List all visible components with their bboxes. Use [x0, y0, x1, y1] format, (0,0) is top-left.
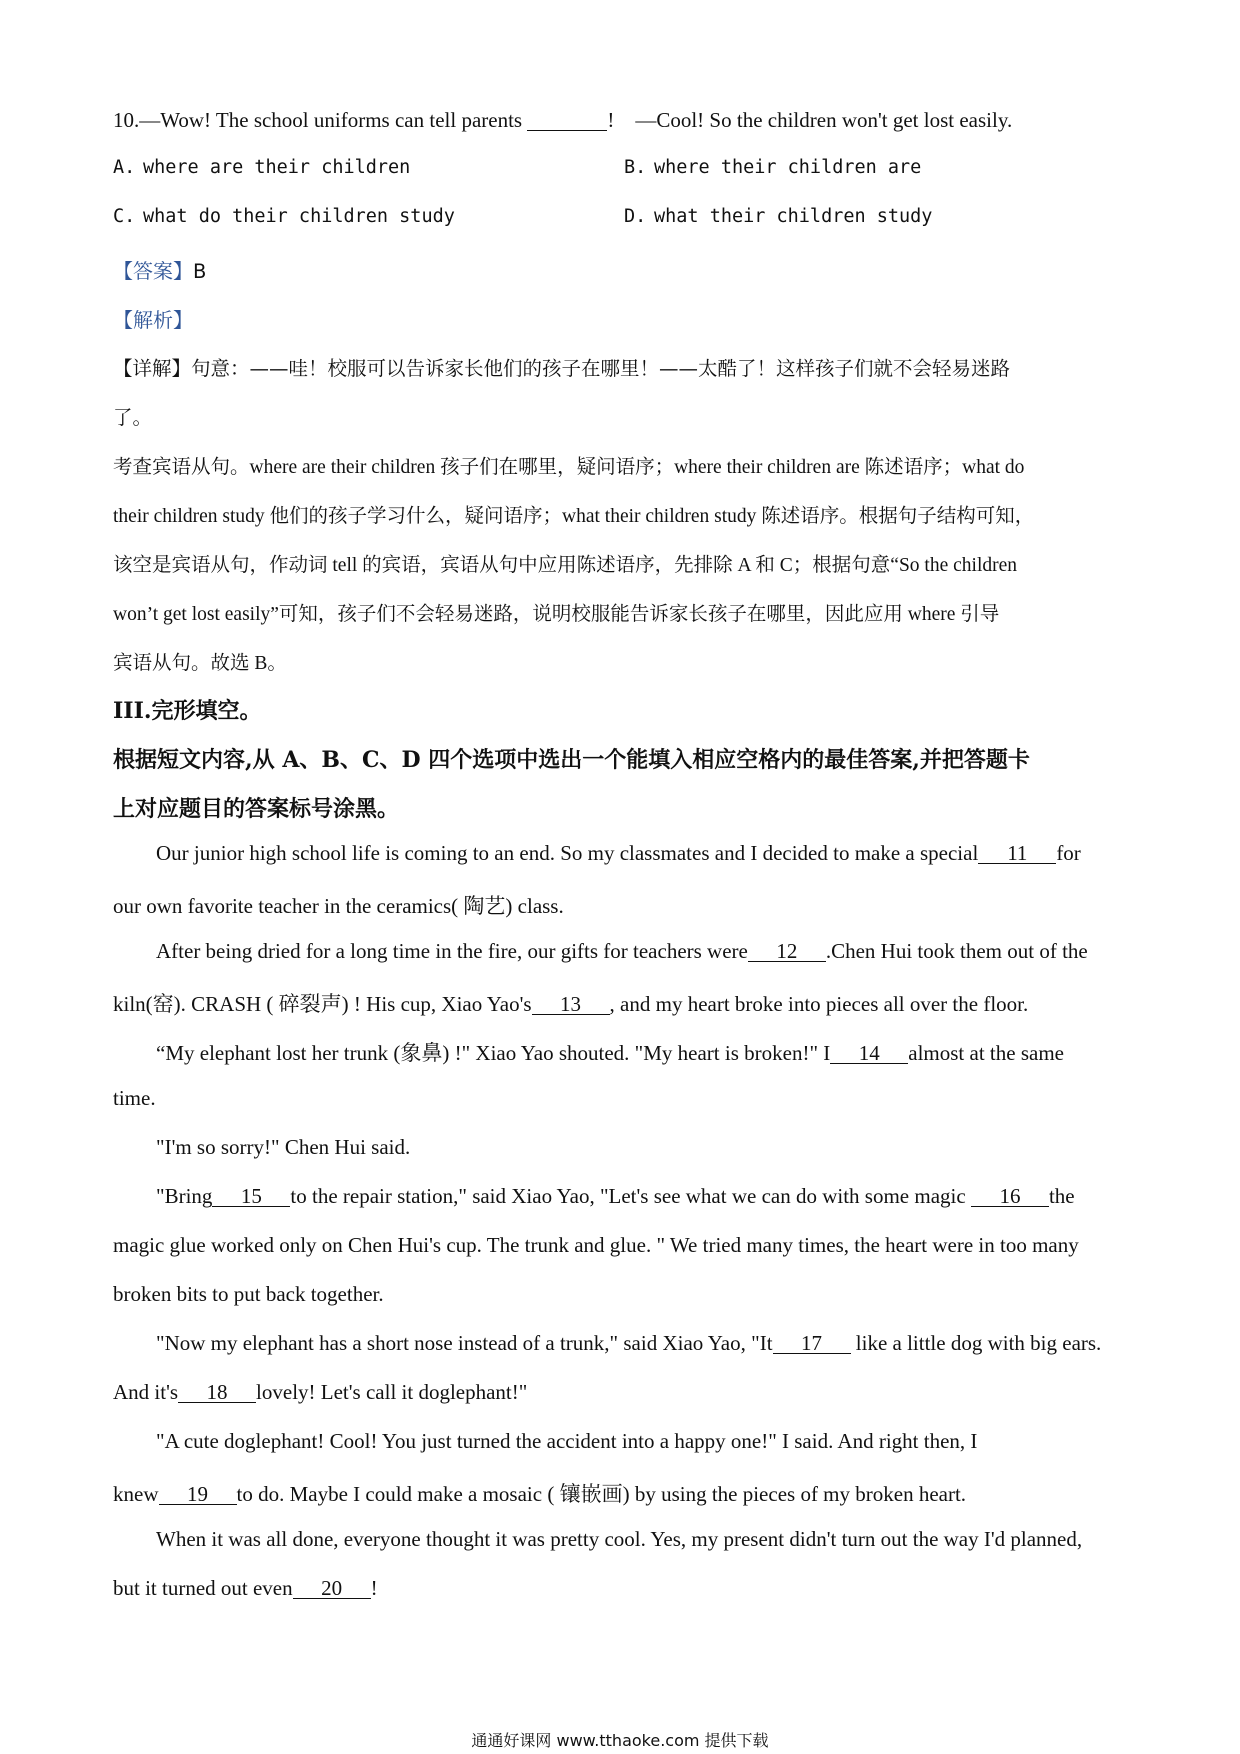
option-b-letter: B.: [624, 157, 647, 178]
analysis-label: 【解析】: [113, 308, 193, 332]
p3-text-a: “My elephant lost her trunk (象鼻) !" Xiao Yao shouted. "My heart is broken!" I: [156, 1041, 831, 1065]
q10-stem-part2: !: [607, 108, 615, 132]
explain-line-2: their children study 他们的孩子学习什么，疑问语序；what their children study 陈述语序。根据句子结构可知，: [113, 506, 1035, 527]
section-heading: III.完形填空。: [113, 698, 262, 724]
passage-p6-line1: [156, 1331, 1101, 1356]
passage-p4: "I'm so sorry!" Chen Hui said.: [156, 1135, 411, 1159]
explain-line-3: 该空是宾语从句，作动词 tell 的宾语，宾语从句中应用陈述语序，先排除 A 和 C；根据句意“So the children: [113, 555, 1018, 576]
detail-label: 【详解】: [113, 357, 192, 380]
blank-15: 15: [212, 1186, 290, 1207]
q10-number: 10.: [113, 108, 140, 132]
p6-text-d: lovely! Let's call it doglephant!": [256, 1380, 528, 1404]
q10-stem: [113, 108, 1012, 133]
p7-text-b: knew: [113, 1482, 159, 1506]
analysis-line: [113, 304, 193, 333]
option-d: [624, 206, 932, 227]
page-footer: 通通好课网 www.tthaoke.com 提供下载: [471, 1731, 769, 1750]
blank-12: 12: [748, 941, 826, 962]
passage-p8-line2: [113, 1576, 378, 1601]
passage-p8-line1: When it was all done, everyone thought it was pretty cool. Yes, my present didn't turn out the way I'd planned,: [156, 1527, 1083, 1551]
explain-line-1: 考查宾语从句。where are their children 孩子们在哪里，疑问语序；where their children are 陈述语序；what do: [113, 457, 1025, 478]
passage-p7-line2: [113, 1478, 966, 1508]
explain-line-5: 宾语从句。故选 B。: [113, 653, 287, 674]
passage-p5-line1: [156, 1184, 1075, 1209]
option-a: [113, 157, 410, 178]
blank-19: 19: [159, 1484, 237, 1505]
blank-17: 17: [773, 1333, 851, 1354]
p2-text-b: .Chen Hui took them out of the: [825, 939, 1088, 963]
p6-text-b: like a little dog with big ears.: [855, 1331, 1102, 1355]
q10-stem-part1: —Wow! The school uniforms can tell parents: [139, 108, 523, 132]
blank-16: 16: [971, 1186, 1049, 1207]
answer-label: 【答案】: [113, 259, 193, 283]
p5-text-a: "Bring: [156, 1184, 213, 1208]
option-a-text: where are their children: [143, 157, 411, 178]
option-c: [113, 206, 455, 227]
p6-text-a: "Now my elephant has a short nose instead of a trunk," said Xiao Yao, "It: [156, 1331, 773, 1355]
section-instruction-1: 根据短文内容,从 A、B、C、D 四个选项中选出一个能填入相应空格内的最佳答案,并把答题卡: [113, 747, 1030, 773]
p5-text-b: to the repair station," said Xiao Yao, "Let's see what we can do with some magic: [290, 1184, 966, 1208]
p2-text-c: kiln(窑). CRASH ( 碎裂声) ! His cup, Xiao Yao's: [113, 992, 532, 1016]
passage-p5-line3: broken bits to put back together.: [113, 1282, 384, 1306]
detail-line-2: [113, 402, 152, 430]
detail-text-2: 了。: [113, 406, 153, 429]
p8-text-c: !: [370, 1576, 378, 1600]
option-b: [624, 157, 921, 178]
explain-line-4: won’t get lost easily”可知，孩子们不会轻易迷路，说明校服能告诉家长孩子在哪里，因此应用 where 引导: [113, 604, 1000, 625]
passage-p2-line2: [113, 988, 1028, 1018]
option-c-text: what do their children study: [143, 206, 455, 227]
p2-text-d: , and my heart broke into pieces all over the floor.: [609, 992, 1029, 1016]
option-c-letter: C.: [113, 206, 136, 227]
q10-stem-reply: —Cool! So the children won't get lost easily.: [635, 108, 1013, 132]
passage-p5-line2: magic glue worked only on Chen Hui's cup. The trunk and glue. " We tried many times, the heart were in too many: [113, 1233, 1079, 1257]
option-a-letter: A.: [113, 157, 136, 178]
passage-p1-line2: our own favorite teacher in the ceramics( 陶艺) class.: [113, 894, 564, 918]
option-b-text: where their children are: [654, 157, 922, 178]
passage-p3-line2: time.: [113, 1086, 156, 1110]
option-d-text: what their children study: [654, 206, 933, 227]
passage-p7-line1: "A cute doglephant! Cool! You just turned the accident into a happy one!" I said. And right then, I: [156, 1429, 978, 1453]
p8-text-b: but it turned out even: [113, 1576, 293, 1600]
detail-line-1: [113, 353, 1010, 381]
p5-text-c: the: [1048, 1184, 1075, 1208]
passage-p2-line1: [156, 939, 1088, 964]
blank-13: 13: [532, 994, 610, 1015]
passage-p3-line1: [156, 1037, 1064, 1067]
p3-text-b: almost at the same: [908, 1041, 1064, 1065]
blank-20: 20: [293, 1578, 371, 1599]
section-instruction-2: 上对应题目的答案标号涂黑。: [113, 796, 400, 822]
passage-p6-line2: [113, 1380, 527, 1405]
option-d-letter: D.: [624, 206, 647, 227]
detail-text-1: 句意：——哇！校服可以告诉家长他们的孩子在哪里！——太酷了！这样孩子们就不会轻易迷路: [191, 357, 1011, 380]
p6-text-c: And it's: [113, 1380, 179, 1404]
answer-value: B: [193, 260, 207, 283]
passage-p1-line1: [156, 841, 1081, 866]
p2-text-a: After being dried for a long time in the fire, our gifts for teachers were: [156, 939, 748, 963]
blank-18: 18: [178, 1382, 256, 1403]
blank-14: 14: [830, 1043, 908, 1064]
blank-11: 11: [978, 843, 1056, 864]
q10-blank: [527, 110, 607, 131]
p1-text-b: for: [1056, 841, 1081, 865]
p7-text-c: to do. Maybe I could make a mosaic ( 镶嵌画) by using the pieces of my broken heart.: [236, 1482, 967, 1506]
answer-line: [113, 255, 206, 284]
p1-text-a: Our junior high school life is coming to an end. So my classmates and I decided to make a special: [156, 841, 979, 865]
